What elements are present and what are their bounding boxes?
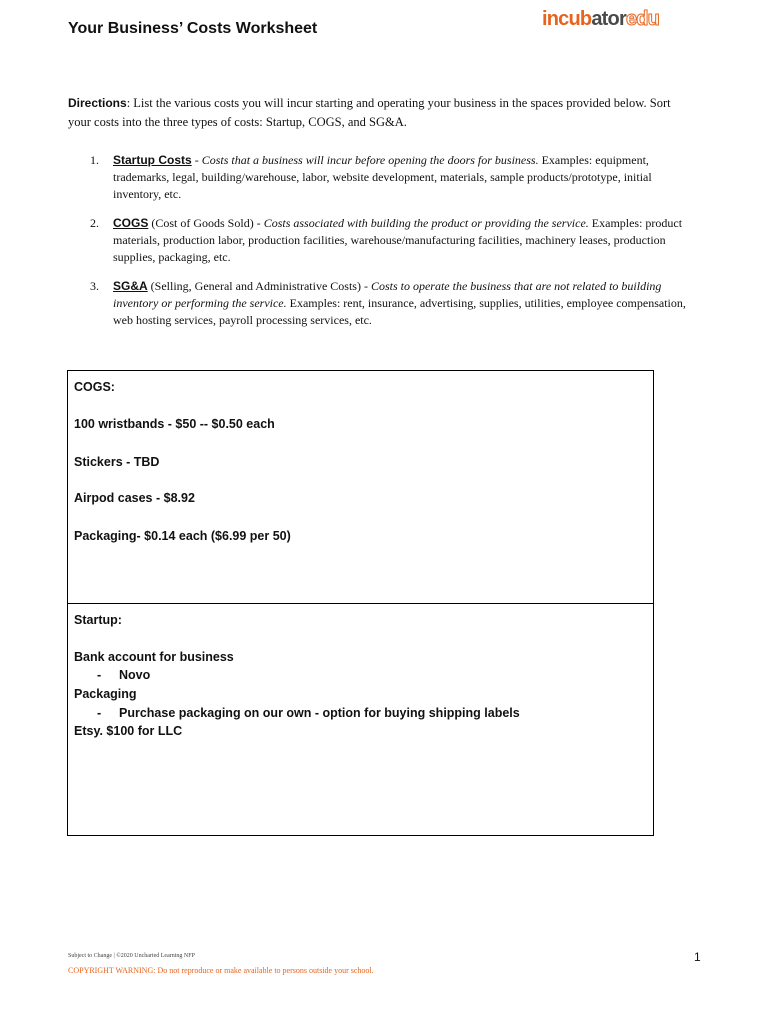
copyright-warning: COPYRIGHT WARNING: Do not reproduce or make available to persons outside your school. <box>68 966 374 975</box>
page-number: 1 <box>694 950 701 964</box>
startup-heading: Startup: <box>74 613 122 627</box>
list-number: 3. <box>90 279 99 293</box>
list-number: 2. <box>90 216 99 230</box>
startup-box[interactable] <box>67 603 654 836</box>
cost-term: Startup Costs <box>113 153 192 167</box>
list-item <box>90 278 695 329</box>
list-item-text <box>113 278 695 329</box>
cost-definition: Costs that a business will incur before opening the doors for business. <box>201 153 539 167</box>
list-item-text <box>113 215 695 266</box>
cost-term-suffix: - <box>191 153 202 167</box>
startup-subitem <box>97 668 150 682</box>
cogs-item: Packaging- $0.14 each ($6.99 per 50) <box>74 529 291 543</box>
cost-term-suffix: (Selling, General and Administrative Costs) - <box>147 279 371 293</box>
list-item <box>90 215 695 266</box>
cost-types-list <box>90 152 695 341</box>
cogs-item: 100 wristbands - $50 -- $0.50 each <box>74 417 275 431</box>
startup-item-packaging: Packaging <box>74 687 137 701</box>
page-title: Your Business’ Costs Worksheet <box>68 20 318 37</box>
logo-text-edu: edu <box>625 8 660 30</box>
directions-label: Directions <box>68 96 127 110</box>
cogs-item: Airpod cases - $8.92 <box>74 491 195 505</box>
cost-examples: Examples: product materials, production labor, production facilities, warehouse/manufacturing facilities, machinery leases, production supplies, packaging, etc. <box>113 216 683 264</box>
dash-bullet: - <box>97 668 102 682</box>
footer-note: Subject to Change | ©2020 Uncharted Learning NFP <box>68 953 195 959</box>
cost-term: SG&A <box>113 279 148 293</box>
cost-term: COGS <box>113 216 149 230</box>
startup-subitem <box>97 706 520 720</box>
cost-examples: Examples: equipment, trademarks, legal, building/warehouse, labor, website development, materials, sample products/prototype, initial inventory, etc. <box>113 153 652 201</box>
cogs-item: Stickers - TBD <box>74 455 160 469</box>
startup-subitem-text: Purchase packaging on our own - option for buying shipping labels <box>119 706 520 720</box>
directions-paragraph <box>68 94 688 132</box>
list-item <box>90 152 695 203</box>
startup-item-bank: Bank account for business <box>74 650 234 664</box>
startup-item-etsy: Etsy. $100 for LLC <box>74 724 183 738</box>
directions-text: : List the various costs you will incur starting and operating your business in the spaces provided below. Sort your costs into the three types of costs: Startup, COGS, and SG&A. <box>68 96 671 129</box>
cost-term-suffix: (Cost of Goods Sold) - <box>148 216 264 230</box>
cost-examples: Examples: rent, insurance, advertising, supplies, utilities, employee compensation, web hosting services, payroll processing services, etc. <box>113 296 686 327</box>
list-number: 1. <box>90 153 99 167</box>
logo-text-ator: ator <box>591 8 626 30</box>
dash-bullet: - <box>97 706 102 720</box>
cogs-box[interactable] <box>67 370 654 604</box>
startup-subitem-text: Novo <box>119 668 151 682</box>
list-item-text <box>113 152 695 203</box>
cost-definition: Costs associated with building the product or providing the service. <box>263 216 589 230</box>
cogs-heading: COGS: <box>74 380 115 394</box>
logo-text-incub: incub <box>542 8 592 30</box>
incubatoredu-logo <box>542 9 659 29</box>
cost-definition: Costs to operate the business that are not related to building inventory or performing the service. <box>113 279 662 310</box>
